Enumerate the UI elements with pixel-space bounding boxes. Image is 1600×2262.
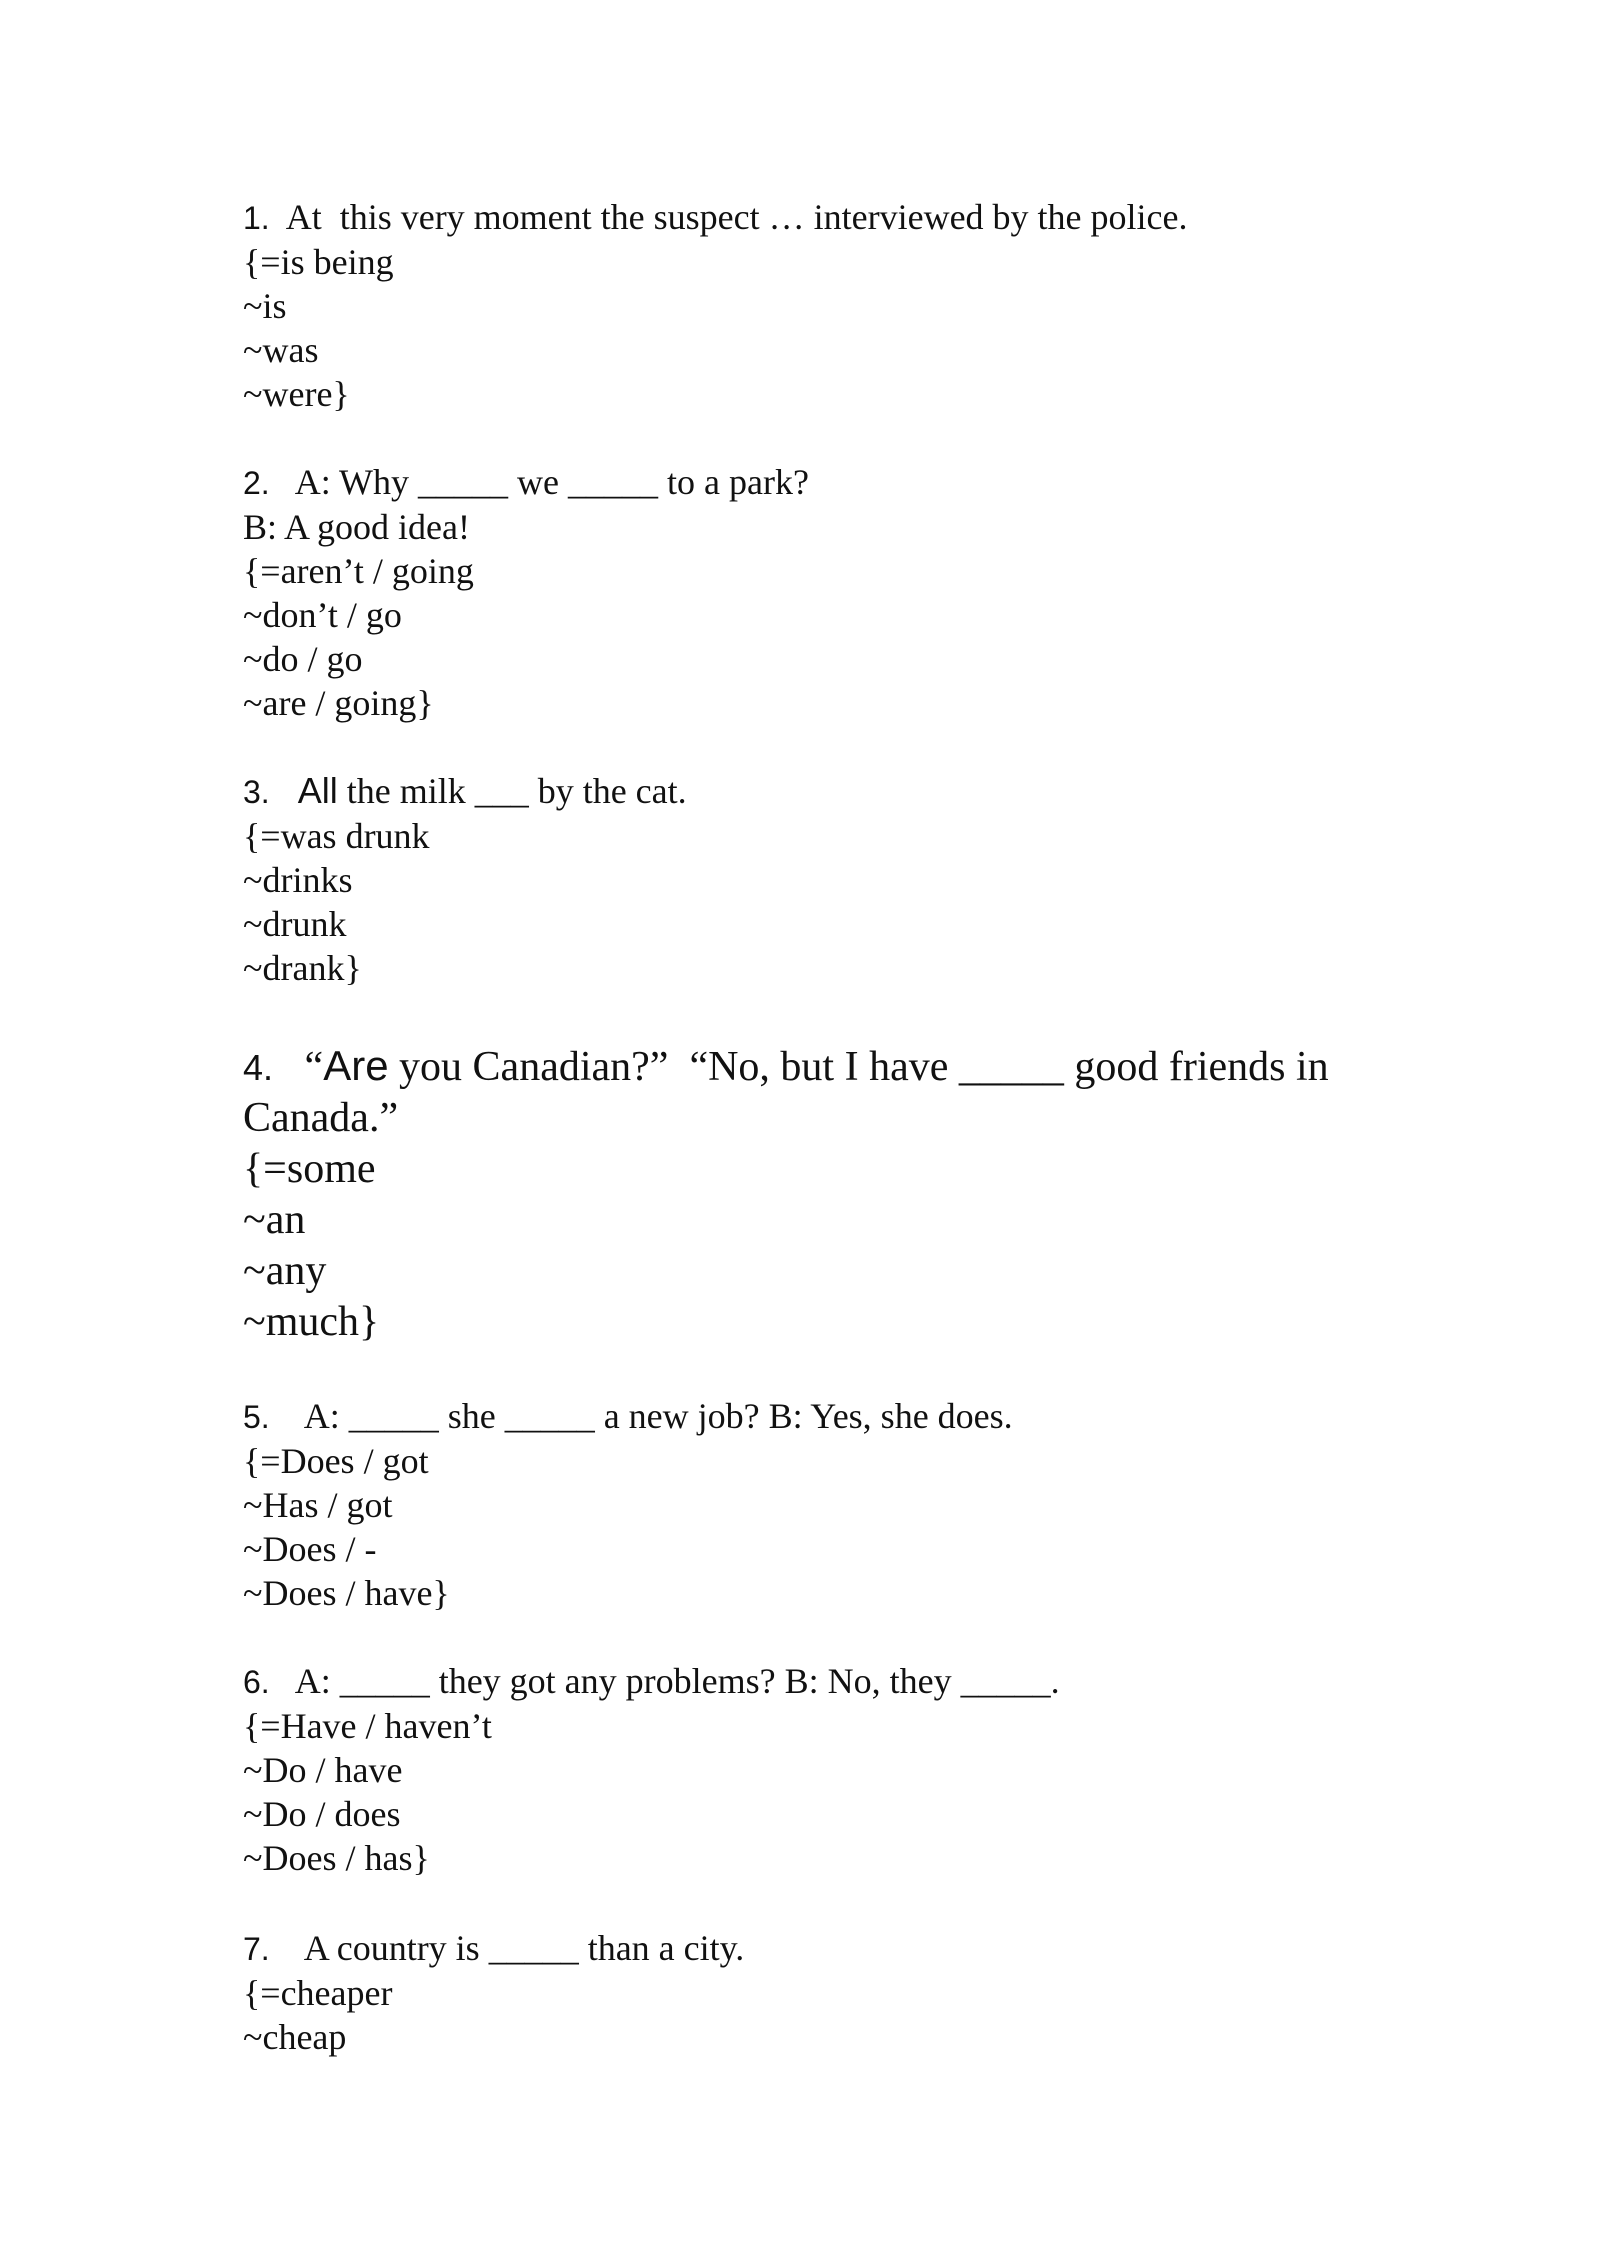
question-text-sans: Are — [323, 1042, 389, 1089]
question-1 — [243, 195, 1443, 416]
question-text: A: _____ they got any problems? B: No, they _____. — [269, 1661, 1060, 1701]
answer-option: ~do / go — [243, 639, 363, 679]
question-7 — [243, 1926, 1443, 2059]
question-number: 3. — [243, 774, 270, 810]
question-2 — [243, 460, 1443, 725]
answer-option: ~was — [243, 330, 319, 370]
answer-option: ~drinks — [243, 860, 353, 900]
answer-option: ~Do / have — [243, 1750, 403, 1790]
answer-option: ~drunk — [243, 904, 347, 944]
answer-option: {=is being — [243, 242, 394, 282]
question-3 — [243, 769, 1443, 990]
question-text: A country is _____ than a city. — [269, 1928, 745, 1968]
answer-option: {=was drunk — [243, 816, 430, 856]
question-text: you Canadian?” “No, but I have _____ good friends in — [388, 1044, 1329, 1090]
question-6 — [243, 1659, 1443, 1880]
question-number: 2. — [243, 465, 270, 501]
question-text: At this very moment the suspect … interviewed by the police. — [269, 197, 1188, 237]
question-text-line-2: Canada.” — [243, 1095, 399, 1141]
answer-option: ~Does / - — [243, 1529, 377, 1569]
question-text-line-2: B: A good idea! — [243, 507, 470, 547]
answer-option: ~Does / have} — [243, 1573, 450, 1613]
question-prompt — [243, 1926, 1443, 1971]
answer-option: ~were} — [243, 374, 350, 414]
answer-option: {=Does / got — [243, 1441, 429, 1481]
document-page — [243, 195, 1443, 2059]
question-number: 7. — [243, 1931, 270, 1967]
question-number: 4. — [243, 1047, 274, 1088]
question-prompt — [243, 1040, 1443, 1093]
answer-option: {=cheaper — [243, 1973, 393, 2013]
question-text-sans: All — [269, 770, 338, 811]
question-text: the milk ___ by the cat. — [337, 771, 687, 811]
answer-option: {=Have / haven’t — [243, 1706, 492, 1746]
question-number: 5. — [243, 1399, 270, 1435]
question-text-quote: “ — [273, 1044, 324, 1090]
answer-option: ~Does / has} — [243, 1838, 430, 1878]
question-prompt — [243, 769, 1443, 814]
question-text: A: Why _____ we _____ to a park? — [269, 462, 809, 502]
answer-option: ~any — [243, 1248, 327, 1294]
answer-option: {=aren’t / going — [243, 551, 474, 591]
answer-option: ~don’t / go — [243, 595, 402, 635]
question-prompt — [243, 1659, 1443, 1704]
question-prompt — [243, 195, 1443, 240]
question-number: 6. — [243, 1664, 270, 1700]
question-text: A: _____ she _____ a new job? B: Yes, she does. — [269, 1396, 1013, 1436]
question-number: 1. — [243, 200, 270, 236]
question-4 — [243, 1040, 1443, 1348]
answer-option: ~is — [243, 286, 287, 326]
answer-option: ~much} — [243, 1299, 380, 1345]
answer-option: ~an — [243, 1197, 306, 1243]
answer-option: ~are / going} — [243, 683, 434, 723]
question-prompt — [243, 460, 1443, 505]
question-prompt — [243, 1394, 1443, 1439]
question-5 — [243, 1394, 1443, 1615]
answer-option: {=some — [243, 1146, 376, 1192]
answer-option: ~Do / does — [243, 1794, 401, 1834]
answer-option: ~Has / got — [243, 1485, 393, 1525]
answer-option: ~drank} — [243, 948, 362, 988]
answer-option: ~cheap — [243, 2017, 347, 2057]
